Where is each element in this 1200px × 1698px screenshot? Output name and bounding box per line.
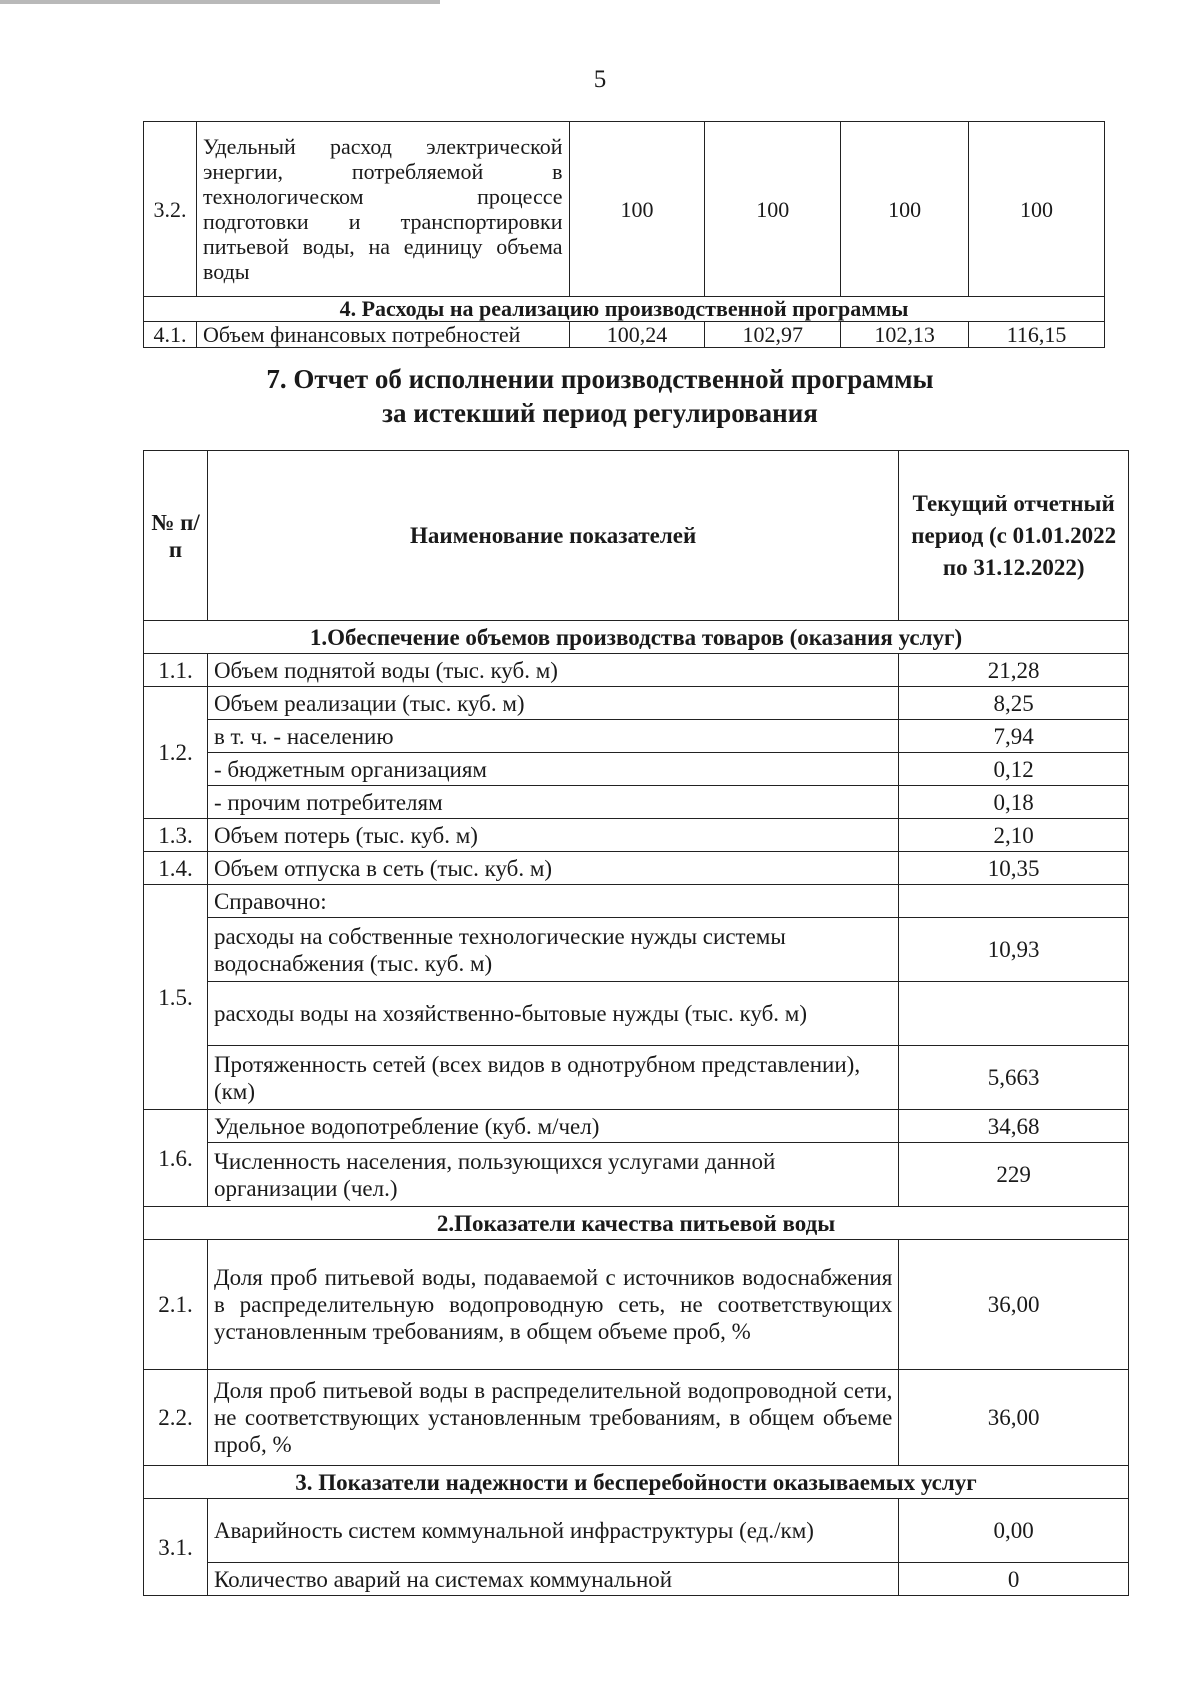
section-heading: 7. Отчет об исполнении производственной программы bbox=[266, 364, 934, 394]
section-header-row bbox=[144, 1466, 1129, 1499]
value-cell: 229 bbox=[899, 1143, 1129, 1207]
indicator-name: Удельное водопотребление (куб. м/чел) bbox=[207, 1110, 898, 1143]
value-cell: 36,00 bbox=[899, 1370, 1129, 1466]
value-cell: 8,25 bbox=[899, 687, 1129, 720]
indicator-name: Количество аварий на системах коммунальной bbox=[207, 1563, 898, 1596]
column-header-name: Наименование показателей bbox=[207, 451, 898, 621]
table-row bbox=[144, 852, 1129, 885]
column-header-period: Текущий отчетный период (с 01.01.2022 по 31.12.2022) bbox=[899, 451, 1129, 621]
table-row bbox=[144, 1046, 1129, 1110]
indicator-name: Протяженность сетей (всех видов в однотрубном представлении), (км) bbox=[207, 1046, 898, 1110]
value-cell: 7,94 bbox=[899, 720, 1129, 753]
indicator-name: расходы на собственные технологические нужды системы водоснабжения (тыс. куб. м) bbox=[207, 918, 898, 982]
indicator-name: - прочим потребителям bbox=[207, 786, 898, 819]
table-row bbox=[144, 654, 1129, 687]
value-cell: 21,28 bbox=[899, 654, 1129, 687]
table-row bbox=[144, 1240, 1129, 1370]
indicator-name: в т. ч. - населению bbox=[207, 720, 898, 753]
table-row bbox=[144, 786, 1129, 819]
table-row bbox=[144, 322, 1105, 348]
indicator-name: Доля проб питьевой воды, подаваемой с источников водоснабжения в распределительную водопроводную сеть, не соответствующих установленным требованиям, в общем объеме проб, % bbox=[207, 1240, 898, 1370]
row-number: 1.6. bbox=[144, 1110, 208, 1207]
table-row bbox=[144, 982, 1129, 1046]
value-cell: 102,13 bbox=[841, 322, 969, 348]
value-cell: 10,35 bbox=[899, 852, 1129, 885]
program-report-table bbox=[143, 450, 1129, 1596]
value-cell bbox=[899, 982, 1129, 1046]
row-number: 2.1. bbox=[144, 1240, 208, 1370]
table-row bbox=[144, 1143, 1129, 1207]
header-row bbox=[144, 451, 1129, 621]
value-cell: 100 bbox=[705, 122, 841, 297]
value-cell: 10,93 bbox=[899, 918, 1129, 982]
table-row bbox=[144, 1499, 1129, 1563]
table-row bbox=[144, 753, 1129, 786]
value-cell: 100 bbox=[569, 122, 705, 297]
value-cell: 0,12 bbox=[899, 753, 1129, 786]
value-cell bbox=[899, 885, 1129, 918]
page-number: 5 bbox=[593, 66, 607, 93]
value-cell: 34,68 bbox=[899, 1110, 1129, 1143]
indicator-name: Доля проб питьевой воды в распределительной водопроводной сети, не соответствующих установленным требованиям, в общем объеме проб, % bbox=[207, 1370, 898, 1466]
value-cell: 5,663 bbox=[899, 1046, 1129, 1110]
row-number: 1.5. bbox=[144, 885, 208, 1110]
value-cell: 102,97 bbox=[705, 322, 841, 348]
value-cell: 0,00 bbox=[899, 1499, 1129, 1563]
row-number: 2.2. bbox=[144, 1370, 208, 1466]
indicator-name: Объем реализации (тыс. куб. м) bbox=[207, 687, 898, 720]
scan-edge bbox=[0, 0, 440, 4]
value-cell: 2,10 bbox=[899, 819, 1129, 852]
indicator-name: Численность населения, пользующихся услугами данной организации (чел.) bbox=[207, 1143, 898, 1207]
row-number: 3.2. bbox=[144, 122, 197, 297]
value-cell: 100 bbox=[841, 122, 969, 297]
value-cell: 100 bbox=[969, 122, 1105, 297]
table-row bbox=[144, 1110, 1129, 1143]
indicator-name: расходы воды на хозяйственно-бытовые нужды (тыс. куб. м) bbox=[207, 982, 898, 1046]
value-cell: 36,00 bbox=[899, 1240, 1129, 1370]
row-number: 4.1. bbox=[144, 322, 197, 348]
indicator-name: Удельный расход электрической энергии, потребляемой в технологическом процессе подготовки и транспортировки питьевой воды, на единицу объема воды bbox=[196, 122, 569, 297]
section-header-row bbox=[144, 621, 1129, 654]
value-cell: 100,24 bbox=[569, 322, 705, 348]
table-row bbox=[144, 1370, 1129, 1466]
indicator-name: Справочно: bbox=[207, 885, 898, 918]
row-number: 1.2. bbox=[144, 687, 208, 819]
section-subheading: за истекший период регулирования bbox=[382, 398, 818, 428]
table-row bbox=[144, 819, 1129, 852]
section-header-row bbox=[144, 297, 1105, 322]
row-number: 1.1. bbox=[144, 654, 208, 687]
section-title: 1.Обеспечение объемов производства товаров (оказания услуг) bbox=[144, 621, 1129, 654]
column-header-number: № п/п bbox=[144, 451, 208, 621]
indicator-name: Аварийность систем коммунальной инфраструктуры (ед./км) bbox=[207, 1499, 898, 1563]
indicator-name: Объем потерь (тыс. куб. м) bbox=[207, 819, 898, 852]
table-row bbox=[144, 720, 1129, 753]
indicator-name: - бюджетным организациям bbox=[207, 753, 898, 786]
table-row bbox=[144, 918, 1129, 982]
table-row bbox=[144, 885, 1129, 918]
value-cell: 0 bbox=[899, 1563, 1129, 1596]
section-title: 4. Расходы на реализацию производственной программы bbox=[144, 297, 1105, 322]
table-row bbox=[144, 1563, 1129, 1596]
section-header-row bbox=[144, 1207, 1129, 1240]
indicator-name: Объем поднятой воды (тыс. куб. м) bbox=[207, 654, 898, 687]
row-number: 1.3. bbox=[144, 819, 208, 852]
table-row bbox=[144, 122, 1105, 297]
indicator-name: Объем отпуска в сеть (тыс. куб. м) bbox=[207, 852, 898, 885]
production-program-table-continued bbox=[143, 121, 1105, 348]
row-number: 3.1. bbox=[144, 1499, 208, 1596]
table-row bbox=[144, 687, 1129, 720]
indicator-name: Объем финансовых потребностей bbox=[196, 322, 569, 348]
value-cell: 0,18 bbox=[899, 786, 1129, 819]
row-number: 1.4. bbox=[144, 852, 208, 885]
value-cell: 116,15 bbox=[969, 322, 1105, 348]
section-title: 2.Показатели качества питьевой воды bbox=[144, 1207, 1129, 1240]
section-title: 3. Показатели надежности и бесперебойности оказываемых услуг bbox=[144, 1466, 1129, 1499]
